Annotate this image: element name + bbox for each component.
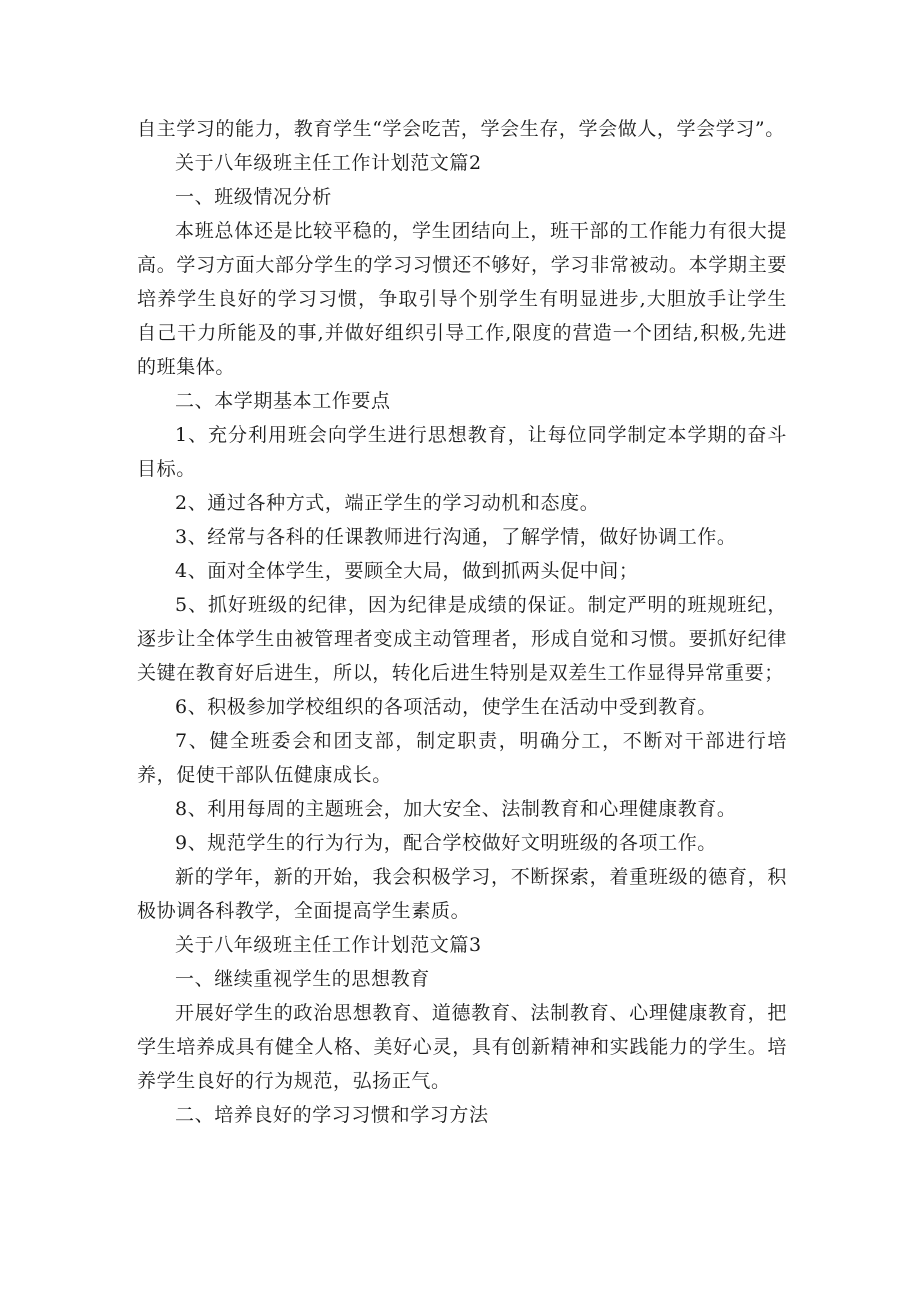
section-title-2: 关于八年级班主任工作计划范文篇2	[175, 152, 482, 174]
paragraph-continuation: 自主学习的能力，教育学生“学会吃苦，学会生存，学会做人，学会学习”。	[137, 118, 785, 140]
heading-ideological-education: 一、继续重视学生的思想教育	[175, 968, 430, 990]
list-item-2: 2、通过各种方式，端正学生的学习动机和态度。	[175, 492, 600, 514]
heading-work-points: 二、本学期基本工作要点	[175, 390, 391, 412]
paragraph-class-analysis: 本班总体还是比较平稳的，学生团结向上，班干部的工作能力有很大提高。学习方面大部分学生的学习习惯还不够好，学习非常被动。本学期主要培养学生良好的学习习惯，争取引导个别学生有明显进步,大胆放手让学生自己干力所能及的事,并做好组织引导工作,限度的营造一个团结,积极,先进的班集体。	[137, 220, 787, 378]
section-title-3: 关于八年级班主任工作计划范文篇3	[175, 934, 482, 956]
paragraph-ideological-education: 开展好学生的政治思想教育、道德教育、法制教育、心理健康教育，把学生培养成具有健全人格、美好心灵，具有创新精神和实践能力的学生。培养学生良好的行为规范，弘扬正气。	[137, 1002, 787, 1092]
list-item-7: 7、健全班委会和团支部，制定职责，明确分工，不断对干部进行培养，促使干部队伍健康成长。	[137, 730, 787, 786]
list-item-6: 6、积极参加学校组织的各项活动，使学生在活动中受到教育。	[175, 696, 717, 718]
list-item-9: 9、规范学生的行为行为，配合学校做好文明班级的各项工作。	[175, 832, 717, 854]
list-item-5: 5、抓好班级的纪律，因为纪律是成绩的保证。制定严明的班规班纪，逐步让全体学生由被管理者变成主动管理者，形成自觉和习惯。要抓好纪律关键在教育好后进生，所以，转化后进生特别是双差生工作显得异常重要；	[137, 594, 787, 684]
list-item-3: 3、经常与各科的任课教师进行沟通，了解学情，做好协调工作。	[175, 526, 737, 548]
paragraph-conclusion: 新的学年，新的开始，我会积极学习，不断探索，着重班级的德育，积极协调各科教学，全面提高学生素质。	[137, 866, 787, 922]
list-item-8: 8、利用每周的主题班会，加大安全、法制教育和心理健康教育。	[175, 798, 737, 820]
document-body	[137, 112, 787, 1132]
heading-study-habits: 二、培养良好的学习习惯和学习方法	[175, 1104, 489, 1126]
list-item-4: 4、面对全体学生，要顾全大局，做到抓两头促中间；	[175, 560, 639, 582]
list-item-1: 1、充分利用班会向学生进行思想教育，让每位同学制定本学期的奋斗目标。	[137, 424, 787, 480]
heading-class-analysis: 一、班级情况分析	[175, 186, 332, 208]
